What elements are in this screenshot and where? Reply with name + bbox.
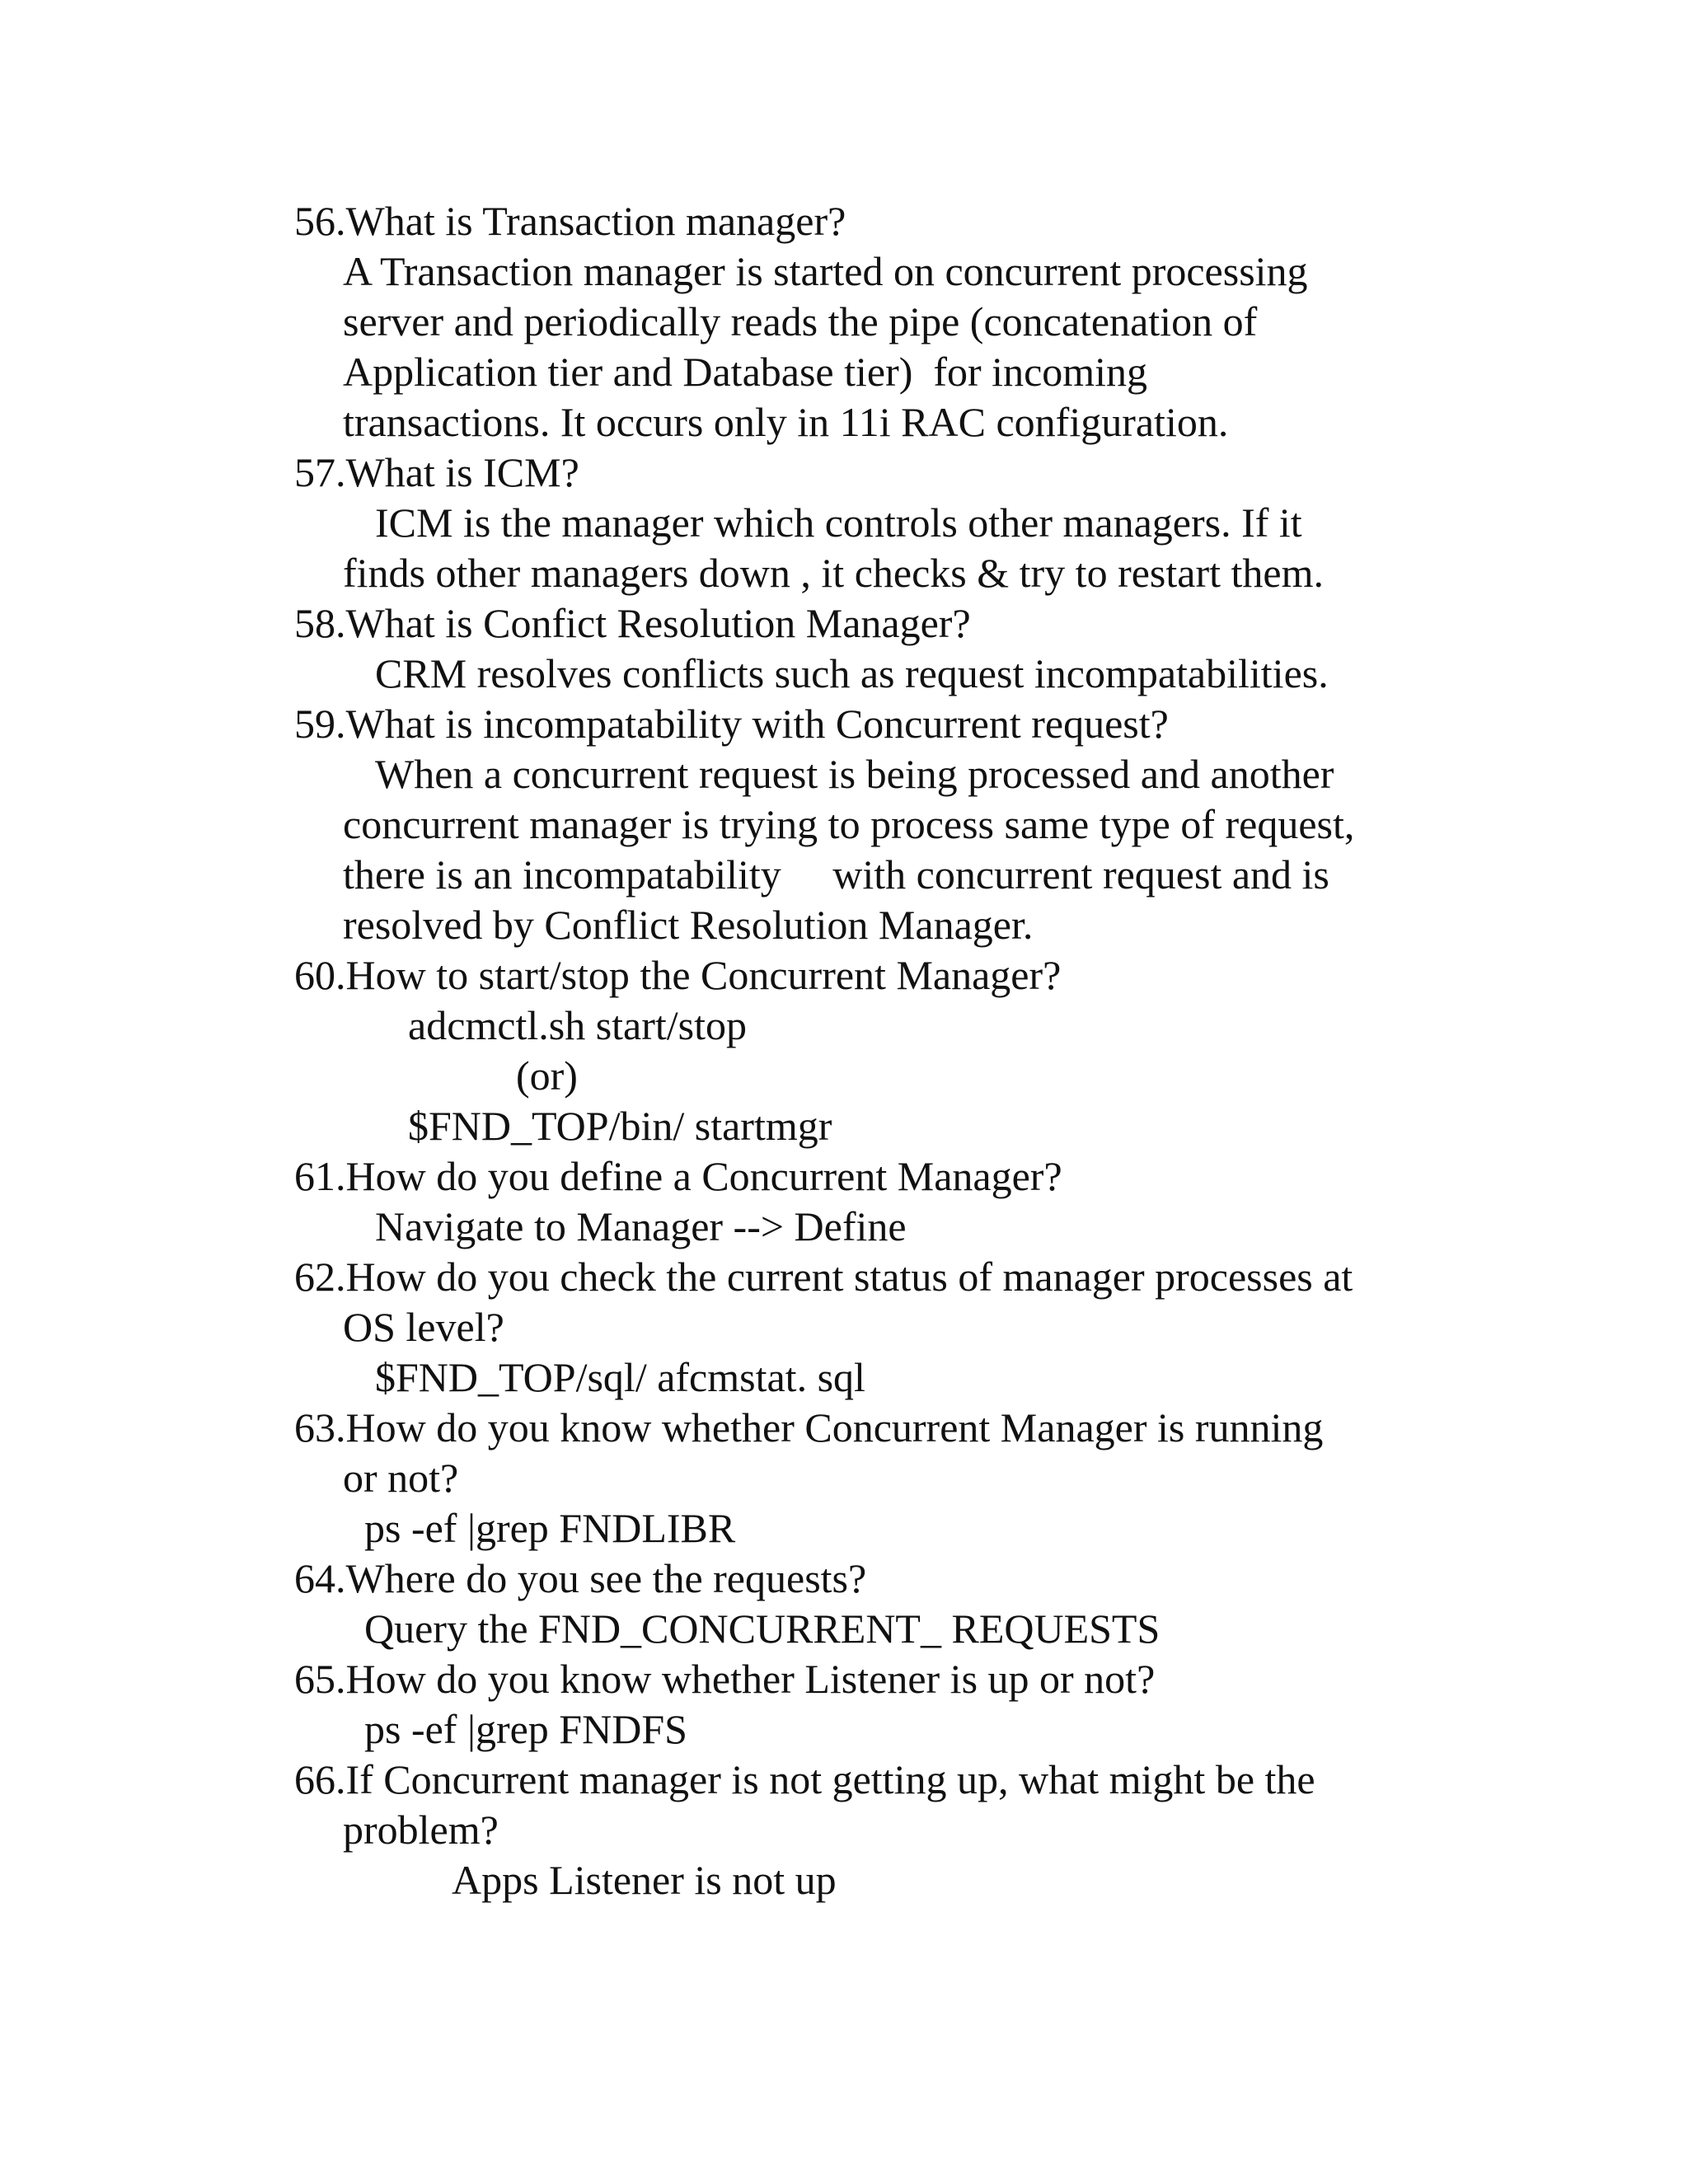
answer-59-line-4: resolved by Conflict Resolution Manager. xyxy=(343,902,1034,948)
answer-56-line-1: A Transaction manager is started on concurrent processing xyxy=(343,248,1308,294)
question-63-line-2: or not? xyxy=(343,1455,459,1501)
question-60: 60.How to start/stop the Concurrent Manager? xyxy=(294,952,1062,998)
question-63-line-1: 63.How do you know whether Concurrent Manager is running xyxy=(294,1404,1324,1451)
question-58: 58.What is Confict Resolution Manager? xyxy=(294,600,971,646)
question-66-line-1: 66.If Concurrent manager is not getting up, what might be the xyxy=(294,1756,1315,1802)
question-59: 59.What is incompatability with Concurrent request? xyxy=(294,701,1169,747)
answer-56-line-2: server and periodically reads the pipe (concatenation of xyxy=(343,298,1258,344)
answer-59-line-1: When a concurrent request is being processed and another xyxy=(375,751,1334,797)
answer-57-line-1: ICM is the manager which controls other managers. If it xyxy=(375,499,1302,546)
answer-65-line-1: ps -ef |grep FNDFS xyxy=(364,1706,687,1752)
answer-64-line-1: Query the FND_CONCURRENT_ REQUESTS xyxy=(364,1605,1160,1652)
question-66-line-2: problem? xyxy=(343,1807,499,1853)
answer-57-line-2: finds other managers down , it checks & try to restart them. xyxy=(343,550,1324,596)
question-62-line-1: 62.How do you check the current status of manager processes at xyxy=(294,1254,1353,1300)
answer-60-or: (or) xyxy=(516,1052,578,1099)
answer-56-line-4: transactions. It occurs only in 11i RAC configuration. xyxy=(343,399,1229,445)
answer-62-line-1: $FND_TOP/sql/ afcmstat. sql xyxy=(375,1354,865,1400)
question-56: 56.What is Transaction manager? xyxy=(294,198,846,244)
question-61: 61.How do you define a Concurrent Manager? xyxy=(294,1153,1062,1199)
answer-59-line-2: concurrent manager is trying to process same type of request, xyxy=(343,801,1355,847)
answer-59-line-3: there is an incompatability with concurrent request and is xyxy=(343,851,1329,898)
answer-61-line-1: Navigate to Manager --> Define xyxy=(375,1203,907,1249)
question-64: 64.Where do you see the requests? xyxy=(294,1555,867,1601)
answer-60-command-2: $FND_TOP/bin/ startmgr xyxy=(408,1103,832,1149)
question-57: 57.What is ICM? xyxy=(294,449,579,495)
answer-60-command-1: adcmctl.sh start/stop xyxy=(408,1002,748,1048)
question-65: 65.How do you know whether Listener is up or not? xyxy=(294,1656,1156,1702)
answer-66-line-1: Apps Listener is not up xyxy=(452,1857,837,1903)
answer-63-line-1: ps -ef |grep FNDLIBR xyxy=(364,1505,736,1551)
question-62-line-2: OS level? xyxy=(343,1304,504,1350)
answer-58-line-1: CRM resolves conflicts such as request incompatabilities. xyxy=(375,650,1329,696)
answer-56-line-3: Application tier and Database tier) for incoming xyxy=(343,349,1148,395)
